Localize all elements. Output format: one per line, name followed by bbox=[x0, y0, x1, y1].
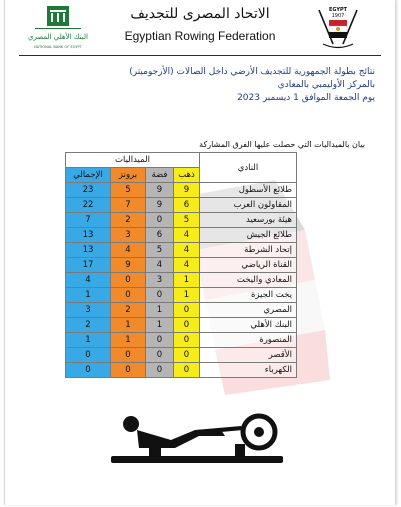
gold-cell: 4 bbox=[174, 258, 200, 273]
table-row bbox=[66, 258, 297, 273]
title-line-2: بالمركز الأوليمبي بالمعادي bbox=[277, 80, 375, 90]
header-divider bbox=[19, 55, 381, 56]
club-cell: القناة الرياضي bbox=[200, 258, 297, 273]
gold-column-header: ذهب bbox=[174, 168, 200, 183]
table-row bbox=[66, 318, 297, 333]
total-cell: 0 bbox=[66, 348, 111, 363]
silver-cell: 0 bbox=[146, 333, 174, 348]
table-row bbox=[66, 273, 297, 288]
silver-cell: 4 bbox=[146, 258, 174, 273]
table-row bbox=[66, 348, 297, 363]
gold-cell: 1 bbox=[174, 273, 200, 288]
total-cell: 3 bbox=[66, 303, 111, 318]
federation-name-ar: الاتحاد المصرى للتجديف bbox=[130, 6, 270, 22]
silver-cell: 9 bbox=[146, 183, 174, 198]
table-row bbox=[66, 198, 297, 213]
bronze-cell: 4 bbox=[111, 243, 146, 258]
document-page bbox=[4, 0, 396, 505]
bronze-cell: 5 bbox=[111, 183, 146, 198]
crest-year-text: 1907 bbox=[331, 13, 345, 19]
club-cell: إتحاد الشرطة bbox=[200, 243, 297, 258]
total-cell: 1 bbox=[66, 333, 111, 348]
bronze-cell: 0 bbox=[111, 273, 146, 288]
bronze-cell: 0 bbox=[111, 363, 146, 378]
table-row bbox=[66, 363, 297, 378]
bronze-cell: 9 bbox=[111, 258, 146, 273]
gold-cell: 9 bbox=[174, 183, 200, 198]
table-row bbox=[66, 303, 297, 318]
bronze-cell: 0 bbox=[111, 288, 146, 303]
results-title bbox=[45, 66, 375, 105]
silver-cell: 0 bbox=[146, 363, 174, 378]
gold-cell: 5 bbox=[174, 213, 200, 228]
total-cell: 13 bbox=[66, 228, 111, 243]
total-cell: 1 bbox=[66, 288, 111, 303]
bronze-cell: 0 bbox=[111, 348, 146, 363]
title-line-3: يوم الجمعة الموافق 1 ديسمبر 2023 bbox=[237, 93, 375, 103]
table-row bbox=[66, 243, 297, 258]
total-column-header: الإجمالي bbox=[66, 168, 111, 183]
gold-cell: 0 bbox=[174, 348, 200, 363]
silver-cell: 0 bbox=[146, 348, 174, 363]
silver-cell: 9 bbox=[146, 198, 174, 213]
gold-cell: 6 bbox=[174, 198, 200, 213]
silver-cell: 0 bbox=[146, 288, 174, 303]
table-row bbox=[66, 288, 297, 303]
table-row bbox=[66, 213, 297, 228]
club-cell: الأقصر bbox=[200, 348, 297, 363]
silver-cell: 1 bbox=[146, 303, 174, 318]
total-cell: 23 bbox=[66, 183, 111, 198]
total-cell: 2 bbox=[66, 318, 111, 333]
gold-cell: 1 bbox=[174, 288, 200, 303]
club-cell: طلائع الجيش bbox=[200, 228, 297, 243]
bank-logo-icon bbox=[28, 4, 88, 52]
title-line-1: نتائج بطولة الجمهورية للتجديف الأرضي داخل الصالات (الأرجوميتر) bbox=[129, 67, 375, 77]
gold-cell: 0 bbox=[174, 363, 200, 378]
table-row bbox=[66, 333, 297, 348]
medals-table-body bbox=[66, 183, 297, 378]
medals-group-header: الميداليات bbox=[66, 153, 200, 168]
federation-name-en: Egyptian Rowing Federation bbox=[124, 29, 276, 43]
total-cell: 22 bbox=[66, 198, 111, 213]
club-cell: البنك الأهلي bbox=[200, 318, 297, 333]
silver-cell: 6 bbox=[146, 228, 174, 243]
table-row bbox=[66, 228, 297, 243]
silver-cell: 3 bbox=[146, 273, 174, 288]
total-cell: 13 bbox=[66, 243, 111, 258]
bronze-cell: 3 bbox=[111, 228, 146, 243]
club-cell: المقاولون العرب bbox=[200, 198, 297, 213]
rowing-machine-icon bbox=[109, 404, 285, 466]
gold-cell: 0 bbox=[174, 333, 200, 348]
total-cell: 0 bbox=[66, 363, 111, 378]
silver-column-header: فضة bbox=[146, 168, 174, 183]
club-cell: هيئة بورسعيد bbox=[200, 213, 297, 228]
bronze-column-header: برونز bbox=[111, 168, 146, 183]
total-cell: 4 bbox=[66, 273, 111, 288]
club-cell: الكهرباء bbox=[200, 363, 297, 378]
table-row bbox=[66, 183, 297, 198]
bronze-cell: 7 bbox=[111, 198, 146, 213]
bank-logo-text-en: NATIONAL BANK OF EGYPT bbox=[34, 45, 82, 49]
gold-cell: 0 bbox=[174, 318, 200, 333]
club-cell: المعادي واليخت bbox=[200, 273, 297, 288]
silver-cell: 1 bbox=[146, 318, 174, 333]
bronze-cell: 2 bbox=[111, 303, 146, 318]
club-cell: طلائع الأسطول bbox=[200, 183, 297, 198]
club-column-header: النادي bbox=[200, 153, 297, 183]
club-cell: المنصورة bbox=[200, 333, 297, 348]
bronze-cell: 2 bbox=[111, 213, 146, 228]
total-cell: 7 bbox=[66, 213, 111, 228]
club-cell: يخت الجيزة bbox=[200, 288, 297, 303]
bank-logo-text-ar: البنك الأهلي المصري bbox=[28, 33, 88, 41]
silver-cell: 0 bbox=[146, 213, 174, 228]
bronze-cell: 1 bbox=[111, 318, 146, 333]
crest-country-text: EGYPT bbox=[328, 7, 348, 13]
table-caption: بيان بالميداليات التي حصلت عليها الفرق المشاركة bbox=[199, 140, 365, 149]
rowing-federation-crest-icon bbox=[313, 4, 363, 52]
total-cell: 17 bbox=[66, 258, 111, 273]
page-header bbox=[5, 0, 395, 54]
bronze-cell: 1 bbox=[111, 333, 146, 348]
silver-cell: 5 bbox=[146, 243, 174, 258]
club-cell: المصري bbox=[200, 303, 297, 318]
gold-cell: 4 bbox=[174, 243, 200, 258]
gold-cell: 0 bbox=[174, 303, 200, 318]
gold-cell: 4 bbox=[174, 228, 200, 243]
medals-table bbox=[65, 152, 297, 378]
